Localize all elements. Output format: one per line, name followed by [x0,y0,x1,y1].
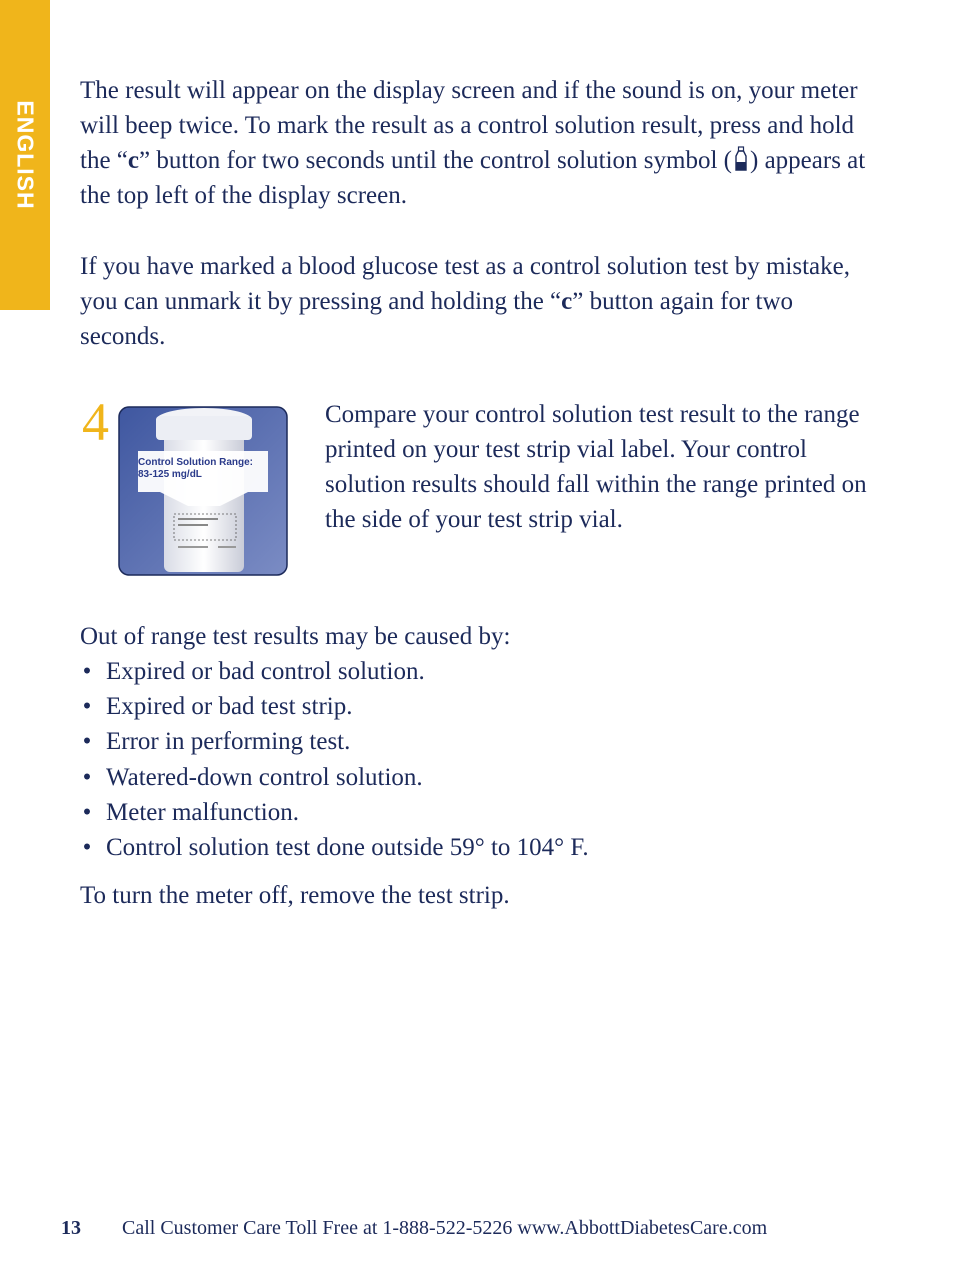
page-footer [61,1214,901,1242]
result-paragraph [80,73,880,213]
vial-range-value: 83-125 mg/dL [138,469,202,480]
unmark-text-2: ” button again for two seconds. [80,288,794,350]
step-number: 4 [82,392,109,452]
list-item: • Meter malfunction. [82,798,299,826]
control-solution-symbol-icon [734,146,748,172]
result-text-1: The result will appear on the display screen and if the sound is on, your meter will beep twice. To mark the result as a control solution result, press and hold the “ [80,77,858,174]
unmark-text-1: If you have marked a blood glucose test as a control solution test by mistake, you can unmark it by pressing and holding the “ [80,253,850,315]
vial-range-title: Control Solution Range: [138,457,253,468]
c-button-ref-2: c [561,288,573,315]
causes-intro: Out of range test results may be caused by: [80,623,511,650]
list-item: • Expired or bad test strip. [82,693,353,721]
causes-list [80,654,589,865]
test-strip-vial-image [118,406,288,576]
customer-care-line: Call Customer Care Toll Free at 1-888-522-5226 www.AbbottDiabetesCare.com [122,1217,768,1239]
c-button-ref: c [127,147,139,174]
result-text-3: ) appears at the top left of the display screen. [80,147,866,209]
unmark-paragraph [80,249,880,354]
language-tab [0,0,50,310]
language-tab-label: ENGLISH [12,100,39,210]
page-number: 13 [61,1217,81,1239]
result-text-2: ” button for two seconds until the control solution symbol ( [139,147,732,174]
vial-range-label [138,457,253,481]
closing-text: To turn the meter off, remove the test strip. [80,882,510,909]
list-item: • Watered-down control solution. [82,763,423,791]
list-item: • Control solution test done outside 59° to 104° F. [82,834,589,862]
list-item: • Error in performing test. [82,728,351,756]
step-4-text: Compare your control solution test result to the range printed on your test strip vial label. Your control solution results should fall within the range printed on the side of your test strip vial. [325,401,867,533]
list-item: • Expired or bad control solution. [82,658,425,685]
